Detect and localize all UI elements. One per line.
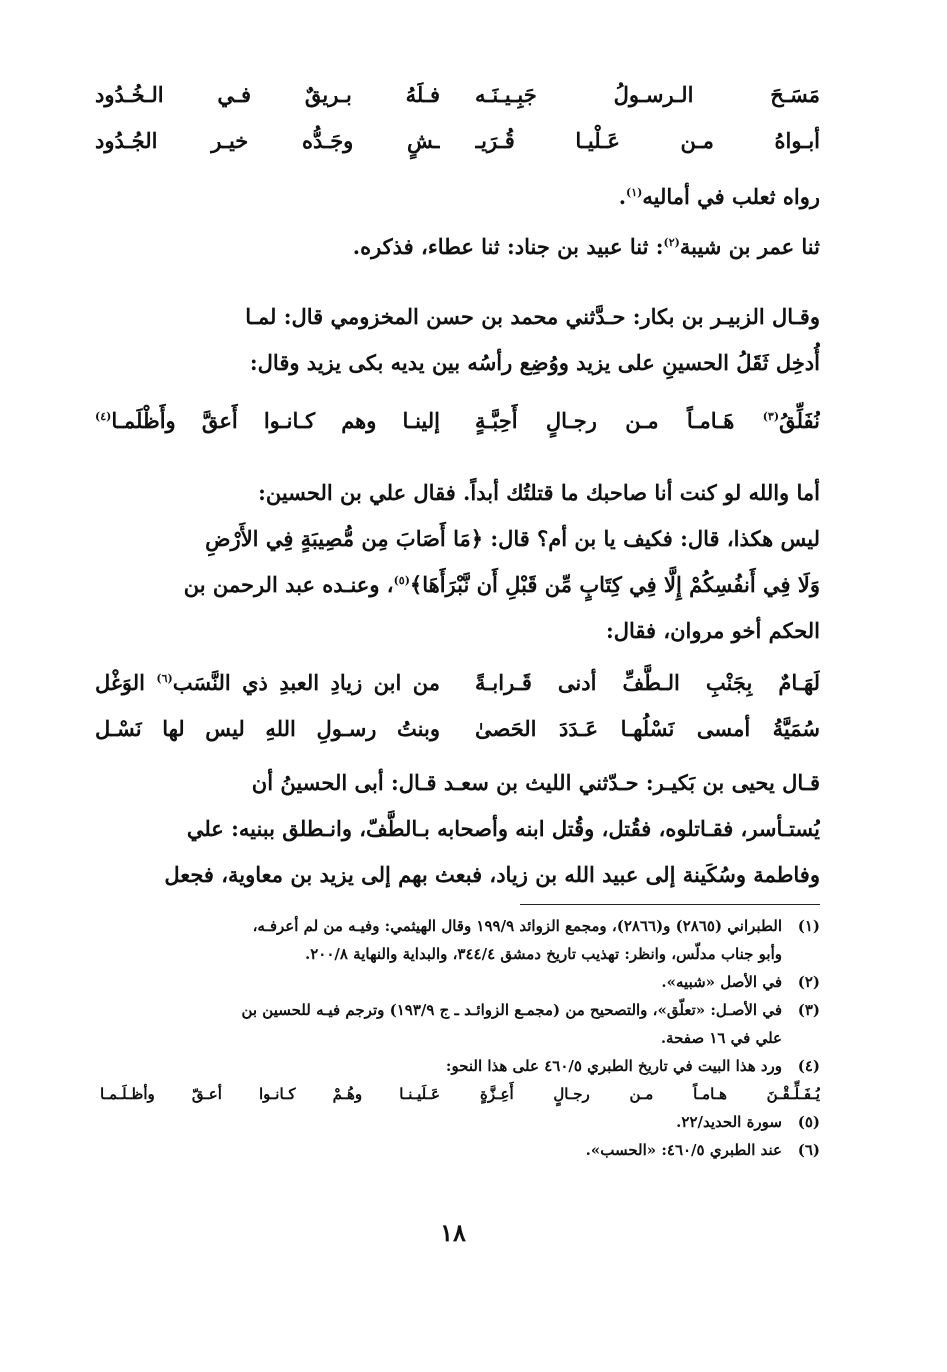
quran-quote: وَلَا فِي أَنفُسِكُمْ إِلَّا فِي كِتَابٍ مِّن قَبْلِ أَن نَّبْرَأَهَا﴾ — [409, 572, 820, 597]
verse-text: إلينـا وهم كـانـوا أَعقَّ وأَظْلَمـا — [111, 408, 440, 433]
first-hemistich — [475, 398, 820, 444]
footnote-number: (٥) — [797, 1113, 820, 1131]
verse-line — [95, 398, 820, 444]
footnote-1 — [100, 912, 820, 968]
footnote-line: علي في ١٦ صفحة. — [660, 1029, 782, 1047]
page-number: ١٨ — [440, 1218, 466, 1247]
verse-line — [95, 706, 820, 752]
footnote-line: في الأصـل: «تعلّق»، والتصحيح من (مجمـع الزوائـد ـ ج ١٩٣/٩) وترجم فيـه للحسين بن — [241, 1001, 782, 1019]
paragraph-yahya — [100, 760, 820, 898]
verse-word: نُفَلِّقُ — [779, 408, 820, 433]
verse-line — [95, 660, 820, 706]
second-hemistich — [95, 660, 440, 706]
verse-text: هَـامـاً مـن رجـالٍ أَحِبَّـةٍ — [475, 408, 763, 433]
footnote-5 — [100, 1108, 820, 1136]
footnote-4 — [100, 1052, 820, 1080]
footnote-number: (١) — [797, 917, 820, 935]
first-hemistich: أبـواهُ مـن عَـلْيـا قُـرَيـ — [475, 128, 820, 153]
paragraph-line — [100, 562, 820, 608]
verse-word: الوَغْل — [95, 670, 157, 695]
second-hemistich — [95, 398, 440, 444]
footnote-line: في الأصل «شبيه». — [661, 973, 782, 991]
paragraph-line: قـال يحيى بن بَكيـر: حـدّثني الليث بن سعـد قـال: أبى الحسينُ أن — [251, 770, 820, 795]
first-hemistich: لَهَـامٌ بِجَنْبِ الـطَّفِّ أدنى قَـرابـةً — [475, 670, 820, 695]
footnote-number: (٤) — [797, 1057, 820, 1075]
footnote-number: (٦) — [797, 1141, 820, 1159]
chain-umar — [100, 224, 820, 270]
paragraph-line: يُستـأسر، فقـاتلوه، فقُتل، وقُتل ابنه وأصحابه بـالطَّفّ، وانـطلق ببنيه: علي — [186, 816, 820, 841]
footnote-line: الطبراني (٢٨٦٥) و(٢٨٦٦)، ومجمع الزوائد ١٩٩/٩ وقال الهيثمي: وفيـه من لم أعرفـه، — [252, 917, 782, 935]
second-hemistich: ـشٍ وجَـدُّه خيـر الجُـدُود — [95, 128, 440, 153]
footnote-ref: (١) — [626, 186, 643, 199]
footnote-verse — [100, 1080, 820, 1108]
poem-yazid — [95, 398, 820, 444]
paragraph-ali — [100, 470, 820, 654]
attribution-thalab — [100, 174, 820, 220]
footnote-ref: (٦) — [156, 672, 173, 685]
chain-text: ثنا عمر بن شيبة — [679, 234, 820, 259]
footnote-line: وأبو جناب مدلّس، وانظر: تهذيب تاريخ دمشق ٣٤٤/٤، والبداية والنهاية ٢٠٠/٨. — [304, 945, 782, 963]
poem-opening — [95, 72, 820, 164]
chain-text-end: : ثنا عبيد بن جناد: ثنا عطاء، فذكره. — [352, 234, 664, 259]
second-hemistich: فـلَهُ بـريقٌ فـي الـخُـدُود — [95, 82, 440, 107]
first-hemistich: مَسَـحَ الـرسـولُ جَبِـيـنَـه — [475, 82, 820, 107]
poem-abdulrahman — [95, 660, 820, 752]
footnote-3 — [100, 996, 820, 1052]
footnote-2 — [100, 968, 820, 996]
paragraph-line: أُدخِل ثَقَلُ الحسينِ على يزيد ووُضِع رأسُه بين يديه بكى يزيد وقال: — [249, 350, 820, 375]
first-hemistich: يُـفَـلِّـقْـنَ هـامـاً مـن رجـالٍ أَعِـزَّةٍ — [480, 1085, 820, 1103]
footnotes — [100, 912, 820, 1164]
attribution-text: رواه ثعلب في أماليه — [642, 184, 820, 209]
first-hemistich: سُمَيَّةُ أمسى نَسْلُهـا عَـدَدَ الحَصىٰ — [475, 716, 820, 741]
paragraph-zubayr — [100, 294, 820, 386]
second-hemistich: عَـلَيـنـا وهُـمْ كـانـوا أعـقّ وأظـلَـمـا — [100, 1085, 440, 1103]
footnote-number: (٢) — [797, 973, 820, 991]
verse-line — [95, 72, 820, 118]
verse-line — [95, 118, 820, 164]
footnote-ref: (٤) — [95, 410, 112, 423]
paragraph-line: الحكم أخو مروان، فقال: — [605, 618, 820, 643]
paragraph-text: ، وعنـده عبد الرحمن بن — [183, 572, 394, 597]
paragraph-line: وقـال الزبيـر بن بكار: حـدَّثني محمد بن حسن المخزومي قال: لمـا — [245, 304, 820, 329]
footnote-ref: (٣) — [762, 410, 780, 423]
footnote-ref: (٢) — [663, 236, 680, 249]
footnote-ref: (٥) — [393, 574, 410, 587]
second-hemistich: وبنتُ رسـولِ اللهِ ليس لها نَسْـل — [95, 716, 440, 741]
attribution-end: . — [618, 184, 627, 209]
paragraph-line: وفاطمة وسُكَينة إلى عبيد الله بن زياد، فبعث بهم إلى يزيد بن معاوية، فجعل — [164, 862, 820, 887]
paragraph-line: ليس هكذا، قال: فكيف يا بن أم؟ قال: ﴿مَا أَصَابَ مِن مُّصِيبَةٍ فِي الأَرْضِ — [205, 526, 820, 551]
footnote-6 — [100, 1136, 820, 1164]
footnote-line: ورد هذا البيت في تاريخ الطبري ٤٦٠/٥ على هذا النحو: — [445, 1057, 782, 1075]
footnote-number: (٣) — [797, 1001, 820, 1019]
verse-text: من ابن زيادِ العبدِ ذي النَّسَب — [172, 670, 440, 695]
footnote-separator — [520, 904, 820, 905]
footnote-line: عند الطبري ٤٦٠/٥: «الحسب». — [585, 1141, 782, 1159]
paragraph-line: أما والله لو كنت أنا صاحبك ما قتلتُك أبداً. فقال علي بن الحسين: — [258, 480, 820, 505]
footnote-line: سورة الحديد/٢٢. — [676, 1113, 782, 1131]
